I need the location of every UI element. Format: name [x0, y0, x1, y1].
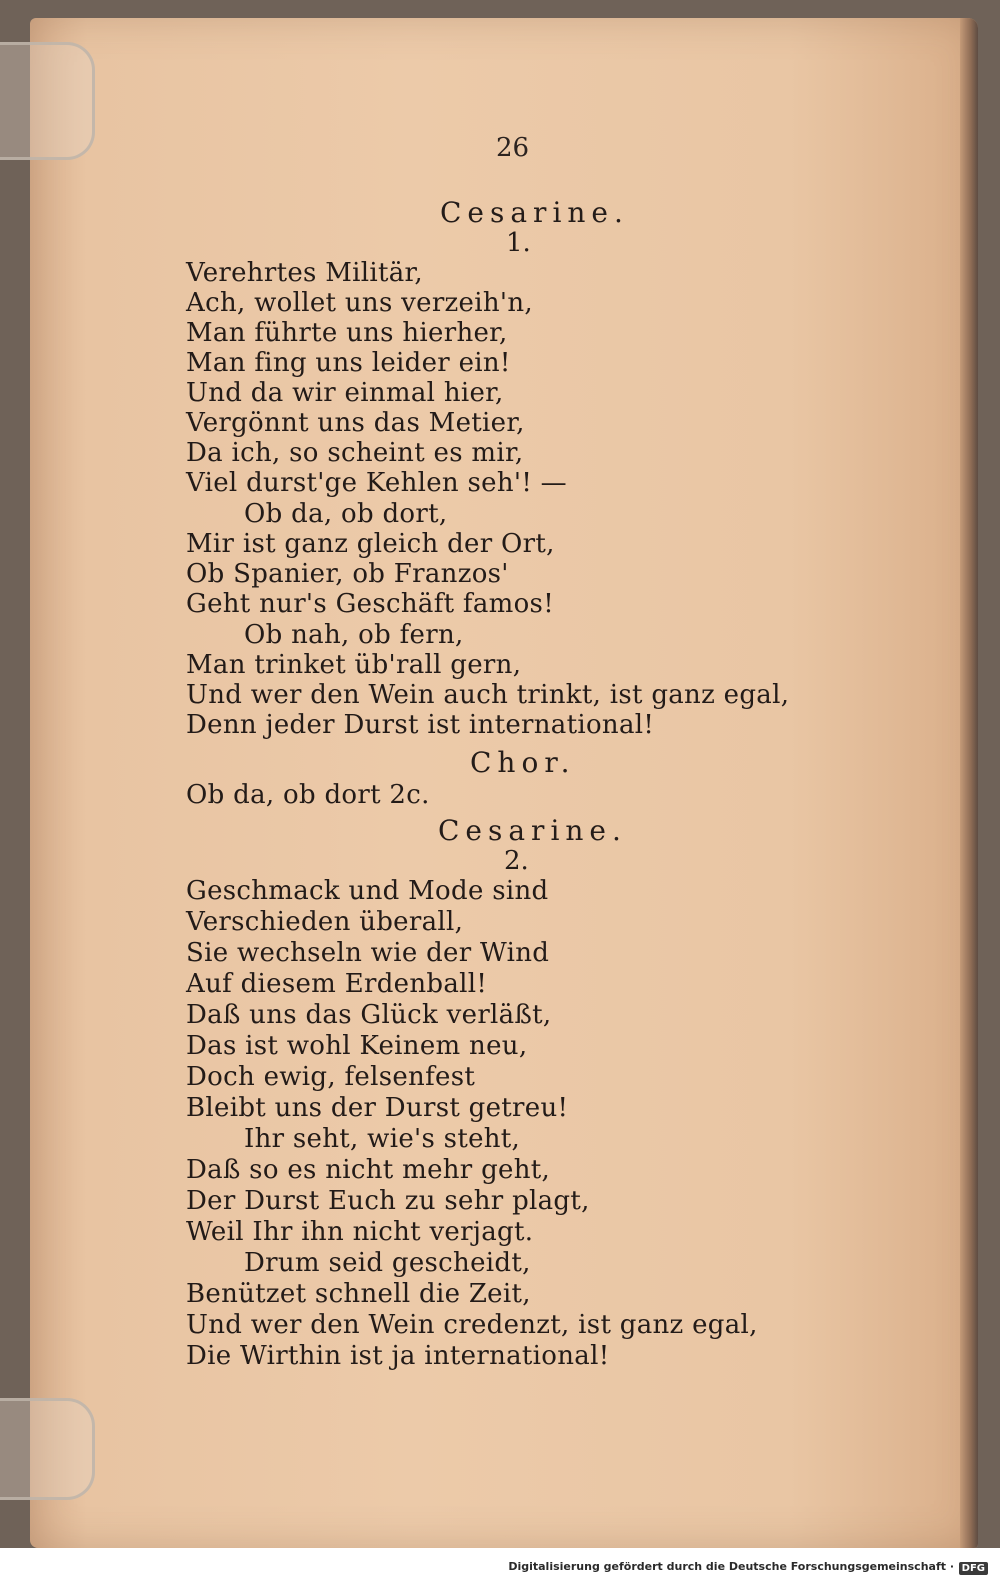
verse-line: Weil Ihr ihn nicht verjagt.: [186, 1217, 534, 1247]
verse-line: Ob nah, ob fern,: [244, 620, 464, 650]
verse-line: Da ich, so scheint es mir,: [186, 438, 524, 468]
page-clip-bottom: [0, 1398, 95, 1500]
chorus-line: Ob da, ob dort 2c.: [186, 780, 430, 810]
verse-line: Verschieden überall,: [186, 907, 464, 937]
speaker-heading-2: Cesarine.: [438, 814, 627, 847]
footer-bar: [0, 1548, 1000, 1580]
verse-line: Daß uns das Glück verläßt,: [186, 1000, 552, 1030]
verse-line: Verehrtes Militär,: [186, 258, 423, 288]
verse-line: Man fing uns leider ein!: [186, 348, 511, 378]
page-edge: [960, 18, 978, 1548]
verse-line: Ob da, ob dort,: [244, 499, 448, 529]
verse-line: Drum seid gescheidt,: [244, 1248, 531, 1278]
verse-line: Man trinket üb'rall gern,: [186, 650, 522, 680]
stanza-number-2: 2.: [504, 846, 529, 876]
verse-line: Vergönnt uns das Metier,: [186, 408, 525, 438]
chorus-heading: Chor.: [470, 746, 576, 779]
verse-line: Das ist wohl Keinem neu,: [186, 1031, 528, 1061]
verse-line: Die Wirthin ist ja international!: [186, 1341, 610, 1371]
dfg-logo: DFG: [959, 1562, 988, 1575]
speaker-heading-1: Cesarine.: [440, 196, 629, 229]
verse-line: Benützet schnell die Zeit,: [186, 1279, 531, 1309]
verse-line: Daß so es nicht mehr geht,: [186, 1155, 551, 1185]
verse-line: Bleibt uns der Durst getreu!: [186, 1093, 569, 1123]
verse-line: Der Durst Euch zu sehr plagt,: [186, 1186, 590, 1216]
page-clip-top: [0, 42, 95, 160]
stanza-number-1: 1.: [506, 228, 531, 258]
verse-line: Geht nur's Geschäft famos!: [186, 589, 554, 619]
page-number: 26: [496, 133, 530, 163]
verse-line: Und wer den Wein auch trinkt, ist ganz egal,: [186, 680, 790, 710]
verse-line: Sie wechseln wie der Wind: [186, 938, 550, 968]
verse-line: Ihr seht, wie's steht,: [244, 1124, 521, 1154]
verse-line: Doch ewig, felsenfest: [186, 1062, 476, 1092]
verse-line: Man führte uns hierher,: [186, 318, 508, 348]
verse-line: Viel durst'ge Kehlen seh'! —: [186, 468, 567, 498]
funding-credit: Digitalisierung gefördert durch die Deutsche Forschungsgemeinschaft ·: [508, 1560, 954, 1573]
verse-line: Ob Spanier, ob Franzos': [186, 559, 509, 589]
verse-line: Und da wir einmal hier,: [186, 378, 504, 408]
verse-line: Ach, wollet uns verzeih'n,: [186, 288, 533, 318]
verse-line: Mir ist ganz gleich der Ort,: [186, 529, 555, 559]
verse-line: Denn jeder Durst ist international!: [186, 710, 655, 740]
verse-line: Auf diesem Erdenball!: [186, 969, 488, 999]
verse-line: Und wer den Wein credenzt, ist ganz egal,: [186, 1310, 758, 1340]
verse-line: Geschmack und Mode sind: [186, 876, 549, 906]
